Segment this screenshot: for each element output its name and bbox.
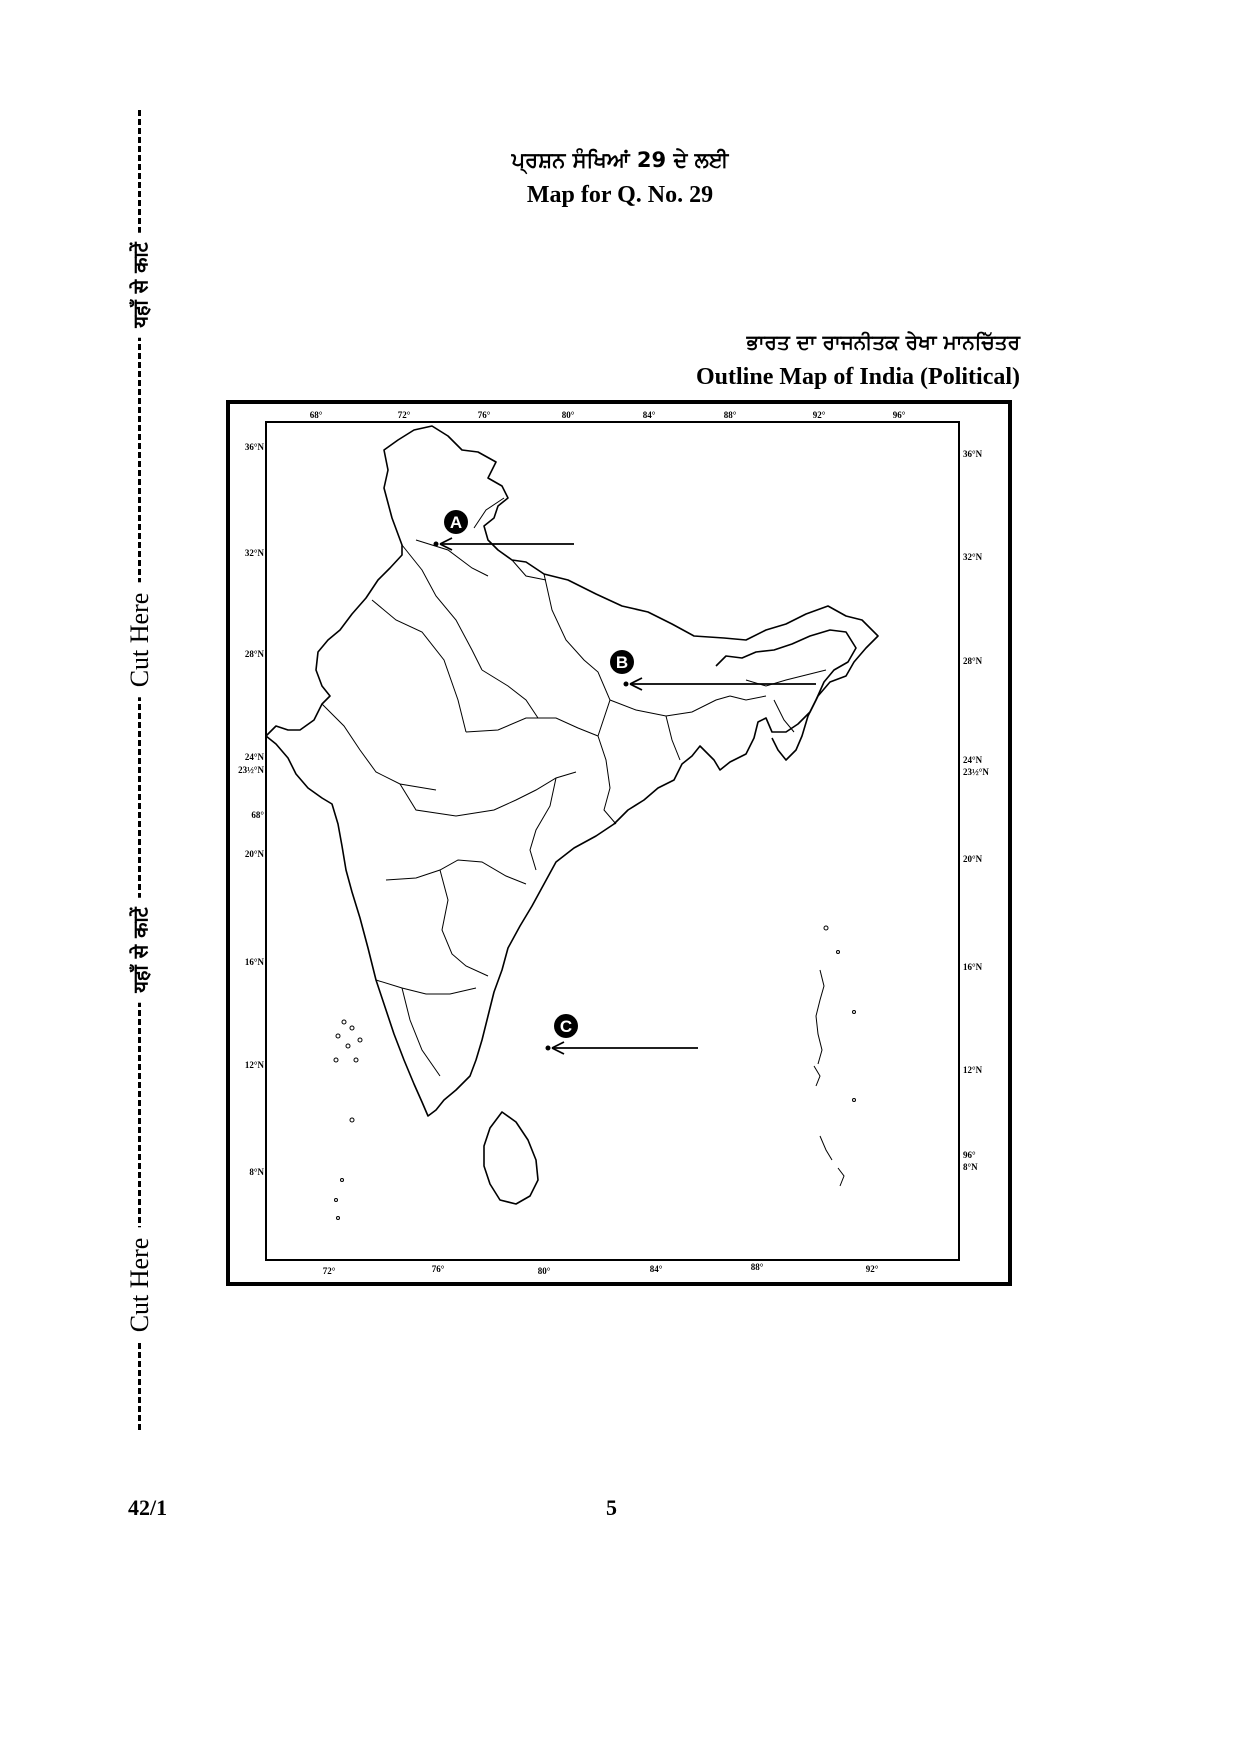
map-inner-frame bbox=[266, 422, 959, 1260]
india-mainland-outline bbox=[266, 426, 878, 1116]
longitude-label: 72° bbox=[322, 1266, 336, 1276]
nicobar-islands bbox=[820, 1136, 832, 1160]
latitude-label: 68° bbox=[251, 810, 264, 820]
state-boundary bbox=[386, 860, 526, 884]
marker-c bbox=[546, 1014, 699, 1054]
andaman-islands bbox=[814, 1066, 820, 1086]
longitude-label: 72° bbox=[397, 410, 411, 420]
map-heading-punjabi: ਭਾਰਤ ਦਾ ਰਾਜਨੀਤਕ ਰੇਖਾ ਮਾਨਚਿੱਤਰ bbox=[746, 330, 1020, 354]
right-latitude-labels bbox=[963, 449, 989, 1172]
latitude-label: 28°N bbox=[963, 656, 983, 666]
latitude-label: 36°N bbox=[963, 449, 983, 459]
latitude-label: 36°N bbox=[244, 442, 264, 452]
state-boundary bbox=[774, 700, 794, 732]
island bbox=[853, 1011, 856, 1014]
latitude-label: 32°N bbox=[244, 548, 264, 558]
longitude-label: 84° bbox=[642, 410, 656, 420]
state-boundary bbox=[466, 718, 598, 736]
state-boundary bbox=[482, 670, 538, 718]
latitude-label: 16°N bbox=[963, 962, 983, 972]
island bbox=[350, 1118, 354, 1122]
state-boundary bbox=[730, 696, 766, 700]
question-heading bbox=[400, 148, 840, 209]
longitude-label: 88° bbox=[750, 1262, 764, 1272]
map-outer-frame bbox=[228, 402, 1010, 1284]
india-outline bbox=[266, 426, 878, 1204]
island bbox=[337, 1217, 340, 1220]
cut-here-label: Cut Here bbox=[125, 1228, 155, 1343]
marker-a-label: A bbox=[449, 513, 463, 532]
island bbox=[853, 1099, 856, 1102]
latitude-label: 28°N bbox=[244, 649, 264, 659]
latitude-label: 32°N bbox=[963, 552, 983, 562]
island bbox=[350, 1026, 354, 1030]
sri-lanka-outline bbox=[484, 1112, 538, 1204]
state-boundary bbox=[512, 560, 546, 580]
cut-here-margin bbox=[120, 110, 160, 1430]
longitude-label: 76° bbox=[431, 1264, 445, 1274]
question-heading-english: Map for Q. No. 29 bbox=[526, 182, 714, 208]
latitude-label: 24°N bbox=[963, 755, 983, 765]
state-boundary bbox=[372, 600, 466, 732]
marker-c-label: C bbox=[559, 1017, 573, 1036]
latitude-label: 20°N bbox=[244, 849, 264, 859]
page-number: 5 bbox=[606, 1495, 617, 1520]
left-latitude-labels bbox=[238, 442, 264, 1177]
state-boundary bbox=[416, 540, 488, 576]
state-boundary bbox=[376, 980, 476, 994]
marker-b bbox=[610, 650, 816, 690]
state-boundaries bbox=[322, 498, 826, 1076]
state-boundary bbox=[530, 778, 556, 870]
longitude-label: 84° bbox=[649, 1264, 663, 1274]
latitude-label: 23½°N bbox=[963, 767, 989, 777]
latitude-label: 24°N bbox=[244, 752, 264, 762]
state-boundary bbox=[610, 696, 730, 716]
latitude-label: 12°N bbox=[963, 1065, 983, 1075]
state-boundary bbox=[474, 498, 504, 528]
top-longitude-labels bbox=[310, 410, 906, 420]
island bbox=[824, 926, 828, 930]
state-boundary bbox=[544, 574, 610, 736]
marker-a bbox=[434, 510, 575, 550]
island bbox=[334, 1058, 338, 1062]
latitude-label: 8°N bbox=[963, 1162, 978, 1172]
state-boundary bbox=[666, 716, 680, 760]
paper-code: 42/1 bbox=[128, 1495, 168, 1520]
state-boundary bbox=[322, 704, 436, 790]
question-heading-punjabi: ਪ੍ਰਸ਼ਨ ਸੰਖਿਆਂ 29 ਦੇ ਲਈ bbox=[511, 148, 729, 172]
longitude-label: 76° bbox=[477, 410, 491, 420]
marker-c-dot bbox=[546, 1046, 551, 1051]
nicobar-islands bbox=[838, 1168, 844, 1186]
map-svg bbox=[226, 400, 1012, 1286]
state-boundary bbox=[402, 988, 440, 1076]
state-boundary bbox=[400, 772, 576, 816]
longitude-label: 80° bbox=[537, 1266, 551, 1276]
marker-b-dot bbox=[624, 682, 629, 687]
state-boundary bbox=[402, 545, 482, 670]
cut-here-hindi-label: यहाँ से काटें bbox=[127, 232, 154, 337]
longitude-label: 80° bbox=[561, 410, 575, 420]
longitude-label: 92° bbox=[812, 410, 826, 420]
map-heading-english: Outline Map of India (Political) bbox=[696, 364, 1020, 390]
map-heading bbox=[600, 330, 1020, 391]
andaman-islands bbox=[816, 970, 824, 1064]
cut-here-hindi-label: यहाँ से काटें bbox=[127, 897, 154, 1002]
outline-map bbox=[226, 400, 1012, 1286]
latitude-label: 8°N bbox=[249, 1167, 264, 1177]
island bbox=[342, 1020, 346, 1024]
latitude-label: 20°N bbox=[963, 854, 983, 864]
longitude-label: 88° bbox=[723, 410, 737, 420]
longitude-label: 68° bbox=[309, 410, 323, 420]
marker-a-dot bbox=[434, 542, 439, 547]
state-boundary bbox=[440, 870, 488, 976]
india-northeast-outline bbox=[716, 630, 856, 760]
latitude-label: 23½°N bbox=[238, 765, 264, 775]
island bbox=[837, 951, 840, 954]
island bbox=[354, 1058, 358, 1062]
latitude-label: 12°N bbox=[244, 1060, 264, 1070]
island bbox=[358, 1038, 362, 1042]
island bbox=[346, 1044, 350, 1048]
marker-b-label: B bbox=[615, 653, 629, 672]
island bbox=[341, 1179, 344, 1182]
latitude-label: 16°N bbox=[244, 957, 264, 967]
island bbox=[336, 1034, 340, 1038]
islands bbox=[334, 926, 856, 1220]
latitude-label: 96° bbox=[963, 1150, 976, 1160]
island bbox=[335, 1199, 338, 1202]
state-boundary bbox=[598, 736, 616, 824]
longitude-label: 96° bbox=[892, 410, 906, 420]
longitude-label: 92° bbox=[865, 1264, 879, 1274]
cut-here-label: Cut Here bbox=[125, 583, 155, 698]
bottom-longitude-labels bbox=[323, 1262, 879, 1276]
